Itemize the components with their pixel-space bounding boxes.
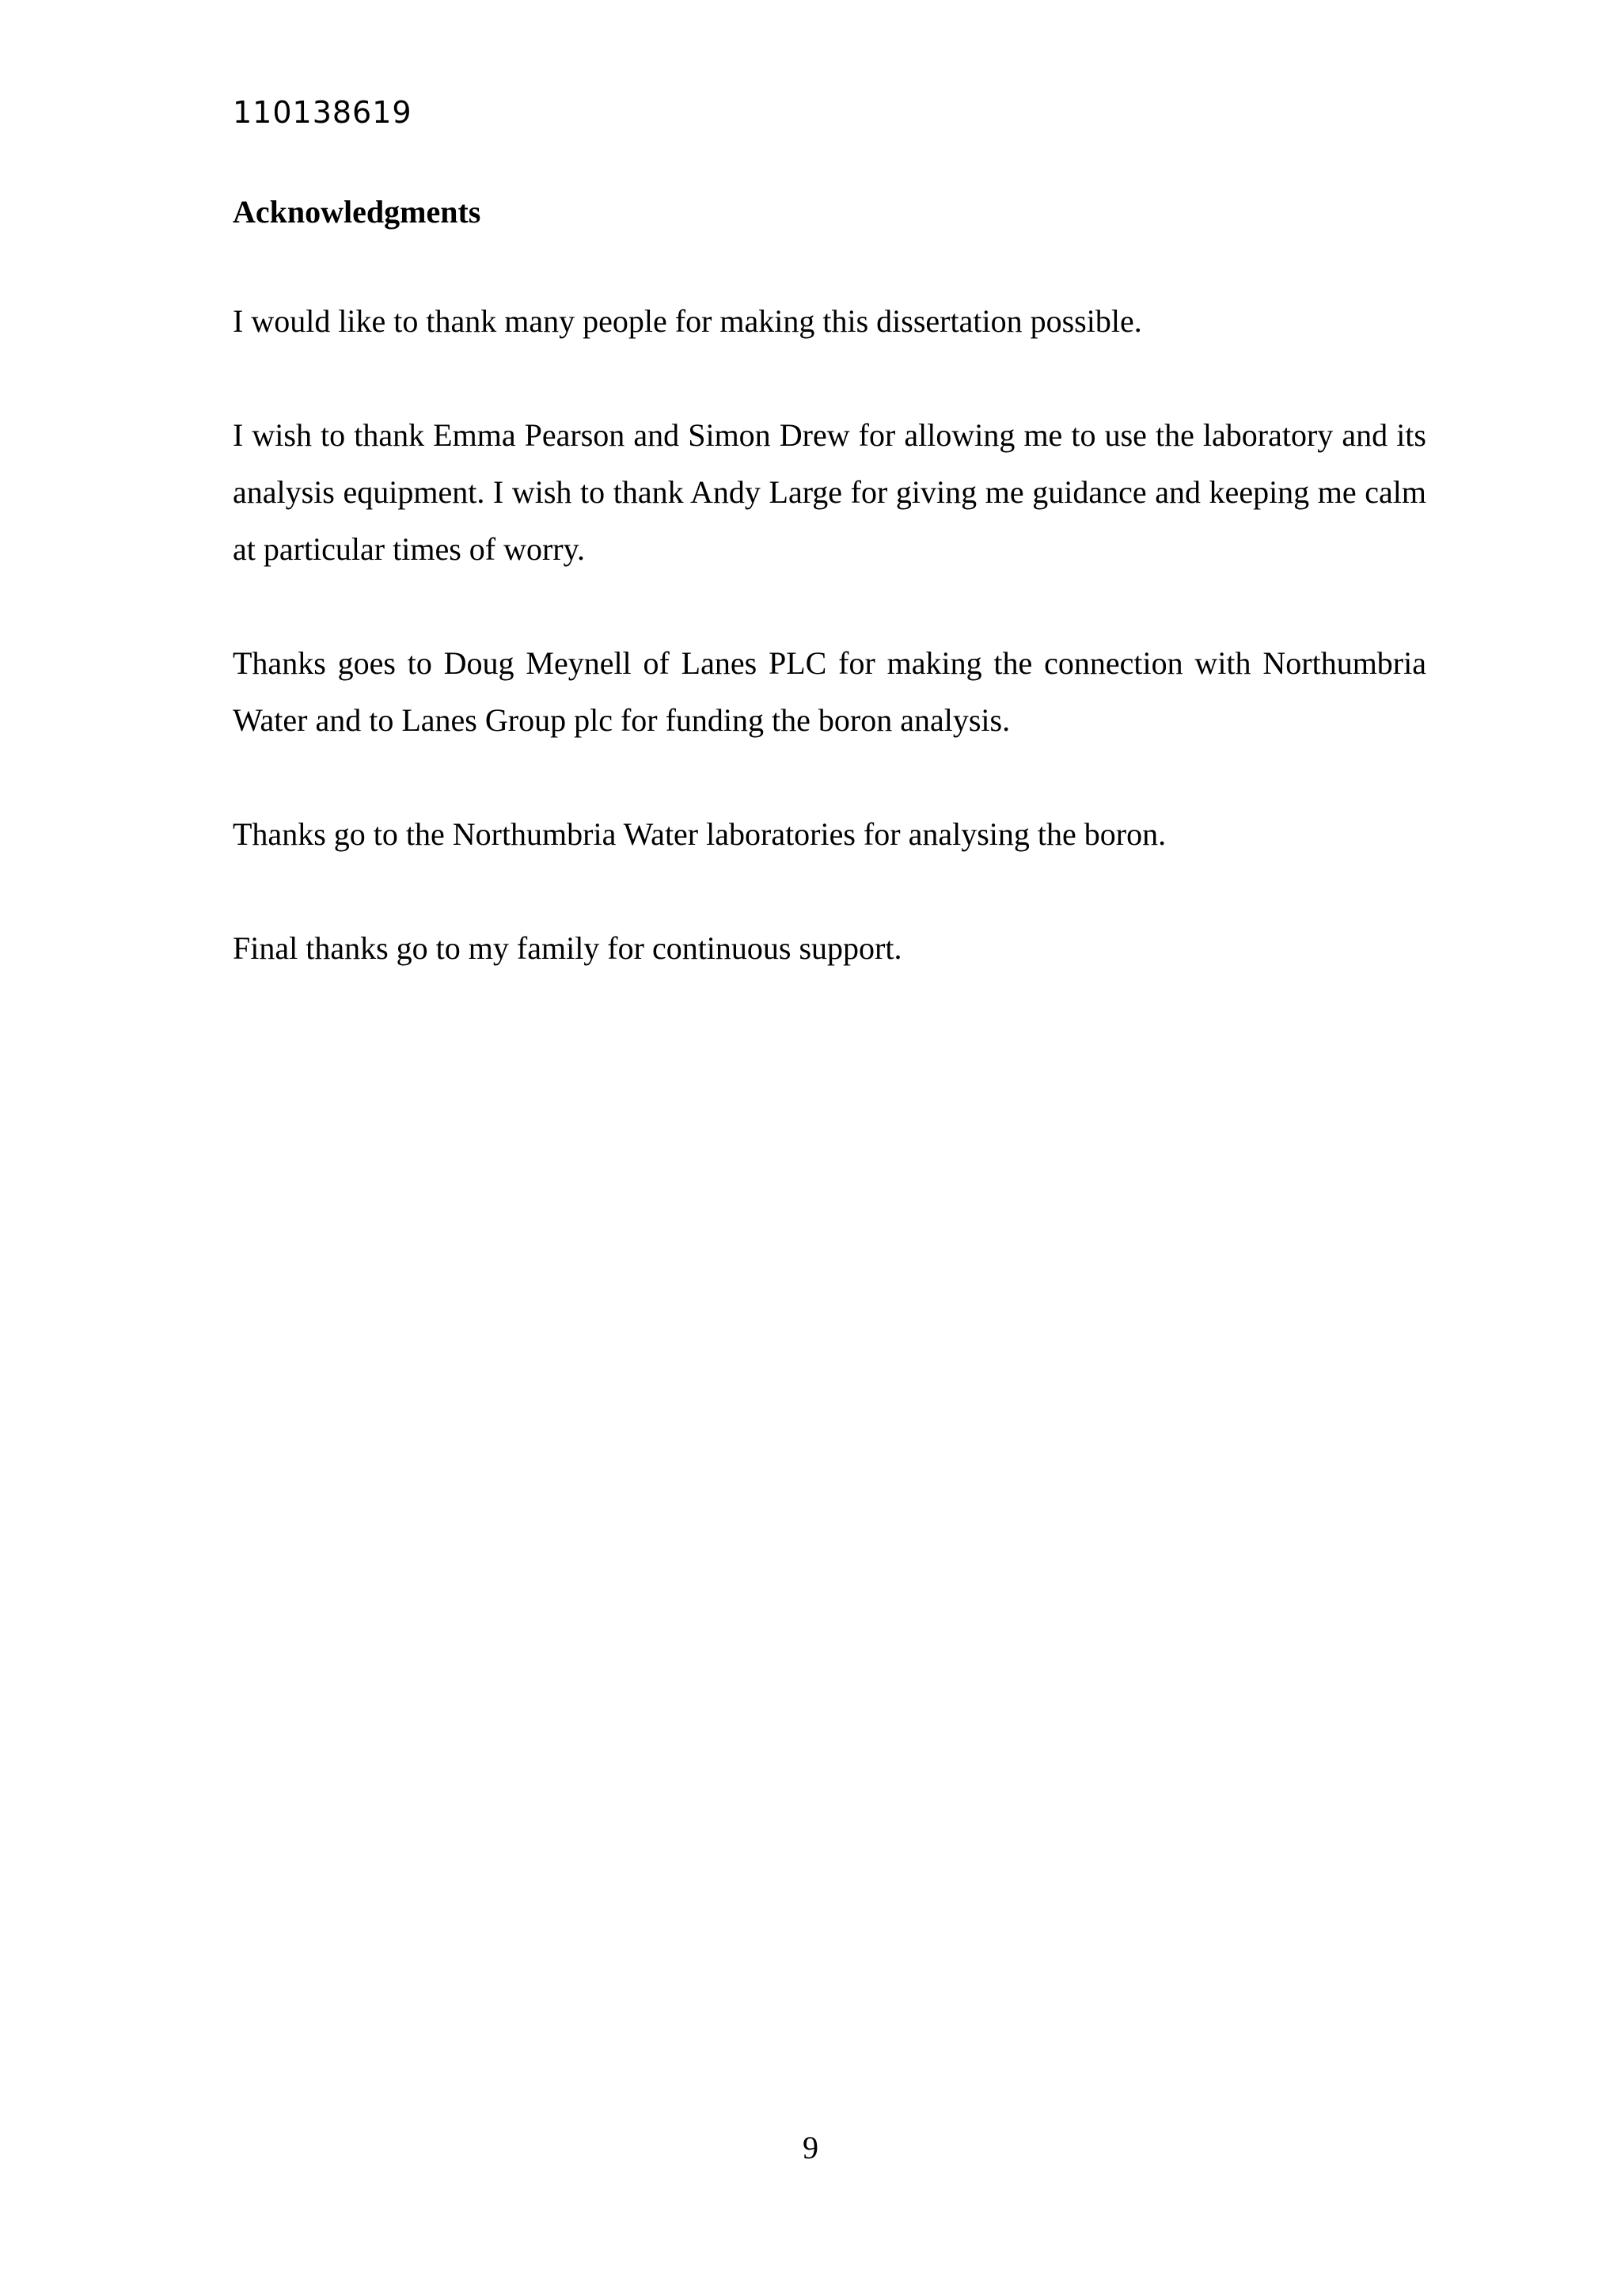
paragraph: Final thanks go to my family for continuous support. [233, 930, 902, 966]
page-number: 9 [803, 2130, 818, 2165]
document-id: 110138619 [233, 95, 412, 130]
paragraph: I wish to thank Emma Pearson and Simon Drew for allowing me to use the laboratory and its analysis equipment. I wish to thank Andy Large for giving me guidance and keeping me calm at particular times of worry. [233, 417, 1426, 567]
acknowledgments-section [233, 188, 1426, 1034]
paragraph: I would like to thank many people for making this dissertation possible. [233, 303, 1142, 339]
paragraph: Thanks go to the Northumbria Water laboratories for analysing the boron. [233, 816, 1167, 852]
paragraph: Thanks goes to Doug Meynell of Lanes PLC for making the connection with Northumbria Water and to Lanes Group plc for funding the boron analysis. [233, 645, 1426, 738]
section-title: Acknowledgments [233, 194, 481, 230]
